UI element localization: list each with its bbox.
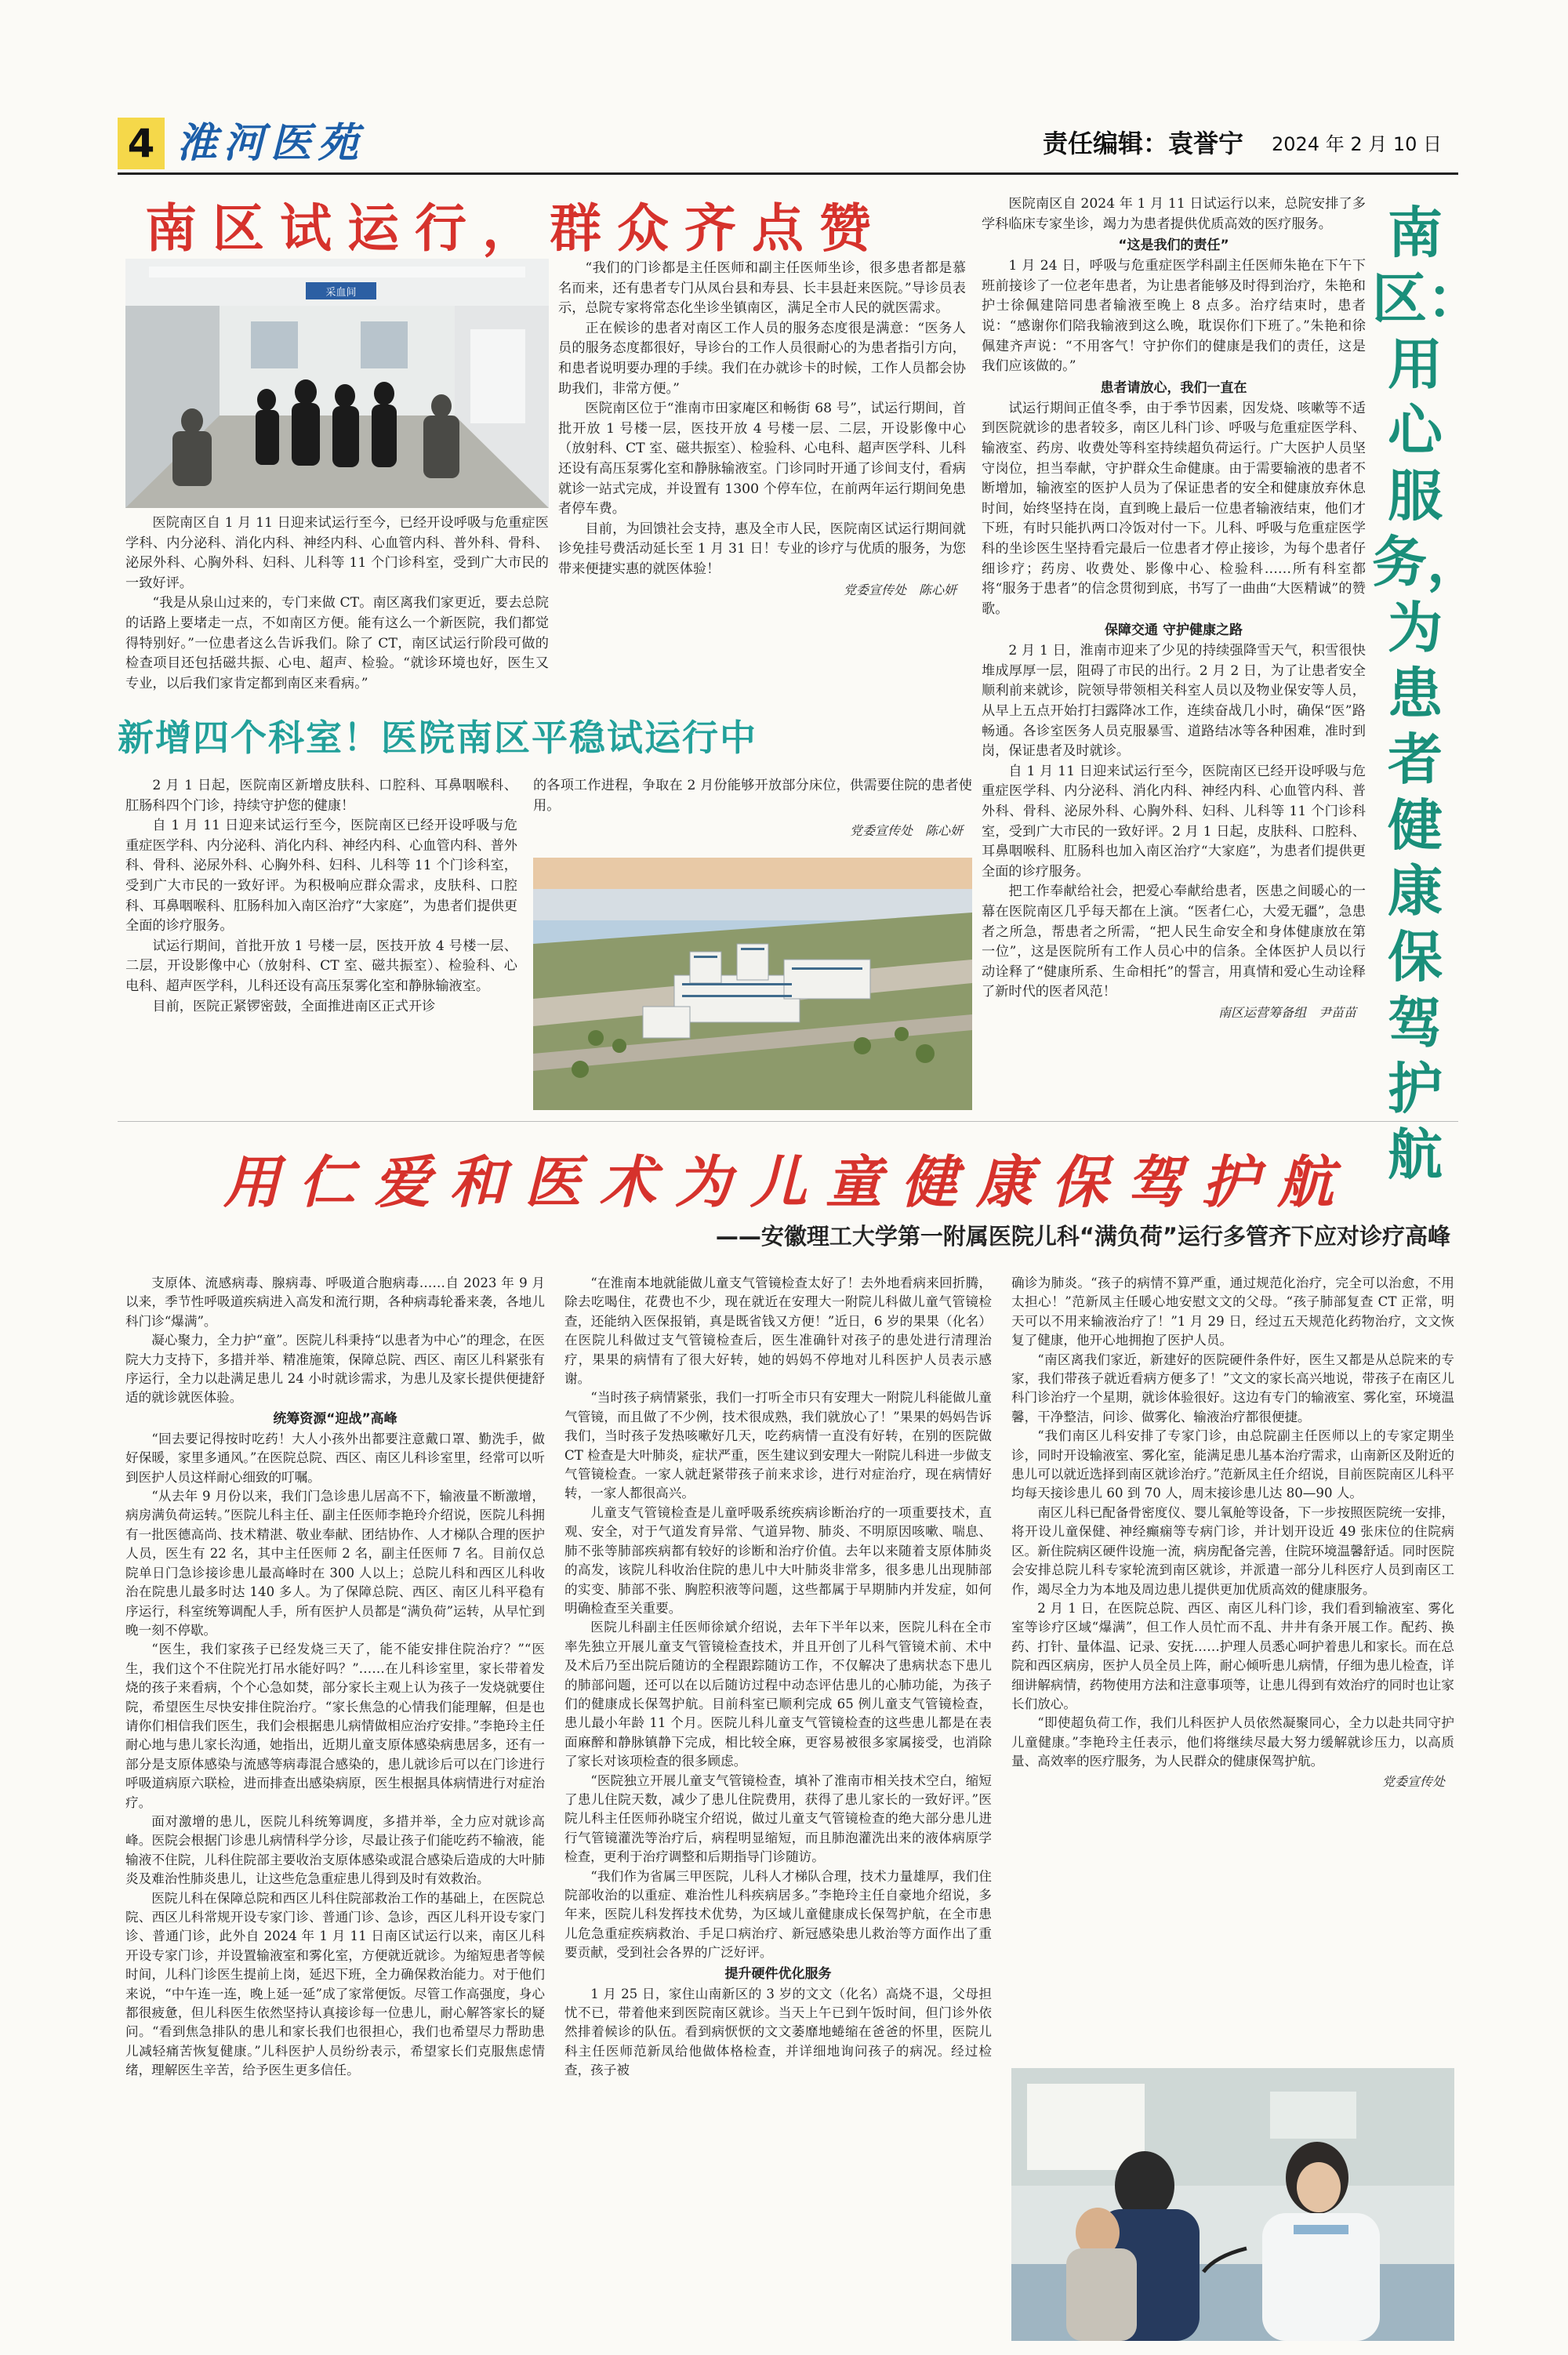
- article4-column-1: [125, 1274, 545, 2081]
- article2-column-2: [533, 776, 972, 841]
- article3-subhead: 保障交通 守护健康之路: [1105, 622, 1243, 639]
- article2-title: 新增四个科室！医院南区平稳试运行中: [118, 717, 757, 759]
- article3-vertical-title: 南区：用心服务，为患者健康保驾护航: [1372, 201, 1482, 1187]
- article2-signature: 党委宣传处 陈心妍: [849, 823, 963, 839]
- article2-paragraph: 2 月 1 日起，医院南区新增皮肤科、口腔科、耳鼻咽喉科、肛肠科四个门诊，持续守护您的健康！: [125, 778, 517, 814]
- article4-paragraph: “我们作为省属三甲医院，儿科人才梯队合理，技术力量雄厚，我们住院部收治的以重症、难治性儿科疾病居多。”李艳玲主任自豪地介绍说，多年来，医院儿科发挥技术优势，为区域儿童健康成长保驾护航，在全市患儿危急重症疾病救治、手足口病治疗、新冠感染患儿救治等方面作出了重要贡献，受到社会各界的广泛好评。: [564, 1868, 992, 1961]
- article1-paragraph: 目前，为回馈社会支持，惠及全市人民，医院南区试运行期间就诊免挂号费活动延长至 1 月 31 日！专业的诊疗与优质的服务，为您带来便捷实惠的就医体验！: [558, 521, 966, 577]
- article4-paragraph: 支原体、流感病毒、腺病毒、呼吸道合胞病毒……自 2023 年 9 月以来，季节性呼吸道疾病进入高发和流行期，各种病毒轮番来袭，各地儿科门诊“爆满”。: [125, 1275, 545, 1329]
- article4-column-3: [1011, 1274, 1454, 1792]
- article4-paragraph: “南区离我们家近，新建好的医院硬件条件好，医生又都是从总院来的专家，我们带孩子就近看病方便多了！”文文的家长高兴地说，带孩子在南区儿科门诊治疗一个星期，就诊体验很好。这边有专门的输液室、雾化室，环境温馨，干净整洁，问诊、做雾化、输液治疗都很便捷。: [1011, 1352, 1454, 1424]
- article4-paragraph: 凝心聚力，全力护“童”。医院儿科秉持“以患者为中心”的理念，在医院大力支持下，多措并举、精准施策，保障总院、西区、南区儿科紧张有序运行，全力以赴满足患儿 24 小时就诊需求，为患儿及家长提供便捷舒适的就诊就医体验。: [125, 1333, 545, 1406]
- masthead-title: 淮河医苑: [176, 119, 365, 167]
- hospital-aerial-photo: [533, 858, 972, 1110]
- article4-paragraph: “从去年 9 月份以来，我们门急诊患儿居高不下，输液量不断激增，病房满负荷运转。”医院儿科主任、副主任医师李艳玲介绍说，医院儿科拥有一批医德高尚、技术精湛、敬业奉献、团结协作、人才梯队合理的医护人员，医生有 22 名，其中主任医师 2 名，副主任医师 7 名。目前仅总院单日门急诊接诊患儿最高峰时在 300 人以上；总院儿科和西区儿科收治在院患儿最多时达 140 多人。为了保障总院、西区、南区儿科平稳有序运行，科室统筹调配人手，所有医护人员都是“满负荷”运转，从早忙到晚一刻不停歇。: [125, 1489, 545, 1638]
- article4-subhead: 提升硬件优化服务: [724, 1965, 832, 1982]
- article4-paragraph: 2 月 1 日，在医院总院、西区、南区儿科门诊，我们看到输液室、雾化室等诊疗区域“爆满”，但工作人员忙而不乱、井井有条开展工作。配药、换药、打针、量体温、记录、安抚……护理人员悉心呵护着患儿和家长。而在总院和西区病房，医护人员全员上阵，耐心倾听患儿病情，仔细为患儿检查，详细讲解病情，药物使用方法和注意事项等，让患儿得到有效治疗的同时也让家长们放心。: [1011, 1600, 1454, 1711]
- editor-credit: 责任编辑：袁誉宁: [1043, 129, 1244, 158]
- article3-paragraph: 试运行期间正值冬季，由于季节因素，因发烧、咳嗽等不适到医院就诊的患者较多，南区儿科门诊、呼吸与危重症医学科、输液室、药房、收费处等科室持续超负荷运行。广大医护人员坚守岗位，担当奉献，守护群众生命健康。由于需要输液的患者不断增加，输液室的医护人员为了保证患者的安全和健康放弃休息时间，始终坚持在岗，直到晚上最后一位患者输液结束，他们才下班，有时只能扒两口冷饭对付一下。儿科、呼吸与危重症医学科的坐诊医生坚持看完最后一位患者才停止接诊，为每个患者仔细诊疗；药房、收费处、影像中心、检验科……所有科室都将“服务于患者”的信念贯彻到底，书写了一曲曲“大医精诚”的赞歌。: [982, 400, 1366, 617]
- article1-paragraph: 医院南区自 1 月 11 日迎来试运行至今，已经开设呼吸与危重症医学科、内分泌科、消化内科、神经内科、心血管内科、普外科、骨科、泌尿外科、心胸外科、妇科、儿科等 11 个门诊科室，受到广大市民的一致好评。: [125, 515, 549, 591]
- article4-paragraph: “医院独立开展儿童支气管镜检查，填补了淮南市相关技术空白，缩短了患儿住院天数，减少了患儿住院费用，获得了患儿家长的一致好评。”医院儿科主任医师孙晓宝介绍说，做过儿童支气管镜检查的绝大部分患儿进行气管镜灌洗等治疗后，病程明显缩短，而且肺泡灌洗出来的液体病原学检查，更利于治疗调整和后期指导门诊随访。: [564, 1773, 992, 1865]
- article4-subhead: 统筹资源“迎战”高峰: [273, 1410, 397, 1427]
- article2-paragraph: 试运行期间，首批开放 1 号楼一层，医技开放 4 号楼一层、二层，开设影像中心（放射科、CT 室、磁共振室）、检验科、心电科、超声医学科，儿科还设有高压泵雾化室和静脉输液室。: [125, 938, 517, 994]
- article3-column: [982, 194, 1366, 1023]
- article4-paragraph: “当时孩子病情紧张，我们一打听全市只有安理大一附院儿科能做儿童气管镜，而且做了不少例，技术很成熟，我们就放心了！”果果的妈妈告诉我们，当时孩子发热咳嗽好几天，吃药病情一直没有好转，在别的医院做 CT 检查是大叶肺炎，症状严重，医生建议到安理大一附院儿科进一步做支气管镜检查。一家人就赶紧带孩子前来求诊，进行对症治疗，现在病情好转，一家人都很高兴。: [564, 1390, 992, 1501]
- article4-paragraph: 儿童支气管镜检查是儿童呼吸系统疾病诊断治疗的一项重要技术，直观、安全，对于气道发育异常、气道异物、肺炎、不明原因咳嗽、喘息、肺不张等肺部疾病都有较好的诊断和治疗价值。去年以来随着支原体肺炎的高发，该院儿科收治住院的患儿中大叶肺炎非常多，很多患儿出现肺部的实变、肺部不张、胸腔积液等问题，这些都属于早期肺内并发症，如何明确检查至关重要。: [564, 1504, 992, 1616]
- article4-paragraph: “我们南区儿科安排了专家门诊，由总院副主任医师以上的专家定期坐诊，同时开设输液室、雾化室，能满足患儿基本治疗需求，山南新区及附近的患儿可以就近选择到南区就诊治疗。”范新凤主任介绍说，目前医院南区儿科平均每天接诊患儿 60 到 70 人，周末接诊患儿达 80—90 人。: [1011, 1428, 1454, 1501]
- article3-paragraph: 2 月 1 日，淮南市迎来了少见的持续强降雪天气，积雪很快堆成厚厚一层，阻碍了市民的出行。2 月 2 日，为了让患者安全顺利前来就诊，院领导带领相关科室人员以及物业保安等人员，从早上五点开始打扫露降冰工作，连续奋战几小时，确保“医”路畅通。各诊室医务人员克服暴雪、道路结冰等各种困难，准时到岗，保证患者及时就诊。: [982, 643, 1366, 760]
- article4-column-2: [564, 1274, 992, 2081]
- article2-paragraph: 自 1 月 11 日迎来试运行至今，医院南区已经开设呼吸与危重症医学科、内分泌科、消化内科、神经内科、心血管内科、普外科、骨科、泌尿外科、心胸外科、妇科、儿科等 11 个门诊科室，受到广大市民的一致好评。为积极响应群众需求，皮肤科、口腔科、耳鼻咽喉科、肛肠科加入南区治疗“大家庭”，为患者们提供更全面的诊疗服务。: [125, 818, 517, 934]
- article3-paragraph: 把工作奉献给社会，把爱心奉献给患者，医患之间暖心的一幕在医院南区几乎每天都在上演。“医者仁心，大爱无疆”，急患者之所急，帮患者之所需，“把人民生命安全和身体健康放在第一位”，这是医院所有工作人员心中的信条。全体医护人员以行动诠释了“健康所系、生命相托”的誓言，用真情和爱心生动诠释了新时代的医者风范！: [982, 884, 1366, 1000]
- article3-paragraph: 1 月 24 日，呼吸与危重症医学科副主任医师朱艳在下午下班前接诊了一位老年患者，为让患者能够及时得到治疗，朱艳和护士徐佩建陪同患者输液至晚上 8 点多。治疗结束时，患者说：“感谢你们陪我输液到这么晚，耽误你们下班了。”朱艳和徐佩建齐声说：“不用客气！守护你们的健康是我们的责任，这是我们应该做的。”: [982, 258, 1366, 375]
- article4-paragraph: 医院儿科在保障总院和西区儿科住院部救治工作的基础上，在医院总院、西区儿科常规开设专家门诊、普通门诊、急诊，西区儿科开设专家门诊、普通门诊，此外自 2024 年 1 月 11 日南区试运行以来，南区儿科开设专家门诊，并设置输液室和雾化室，方便就近就诊。为缩短患者等候时间，儿科门诊医生提前上岗，延迟下班，全力确保救治能力。对于他们来说，“中午连一连，晚上延一延”成了家常便饭。尽管工作高强度，身心都很疲惫，但儿科医生依然坚持认真接诊每一位患儿，耐心解答家长的疑问。“看到焦急排队的患儿和家长我们也很担心，我们也希望尽力帮助患儿减轻痛苦恢复健康。”儿科医护人员纷纷表示，希望家长们克服焦虑情绪，理解医生辛苦，给予医生更多信任。: [125, 1890, 545, 2078]
- article4-paragraph: “在淮南本地就能做儿童支气管镜检查太好了！去外地看病来回折腾，除去吃喝住，花费也不少，现在就近在安理大一附院儿科做儿童气管镜检查，还能纳入医保报销，真是既省钱又方便！”近日，6 岁的果果（化名）在医院儿科做过支气管镜检查后，医生准确针对孩子的患处进行清理治疗，果果的病情有了很大好转，她的妈妈不停地对儿科医护人员表示感谢。: [564, 1275, 992, 1387]
- article3-signature: 南区运营筹备组 尹苗苗: [1218, 1004, 1356, 1020]
- article3-paragraph: 自 1 月 11 日迎来试运行至今，医院南区已经开设呼吸与危重症医学科、内分泌科、消化内科、神经内科、心血管内科、普外科、骨科、泌尿外科、心胸外科、妇科、儿科等 11 个门诊科室，受到广大市民的一致好评。2 月 1 日起，皮肤科、口腔科、耳鼻咽喉科、肛肠科也加入南区治疗“大家庭”，为患者们提供更全面的诊疗服务。: [982, 763, 1366, 880]
- article1-paragraph: “我是从泉山过来的，专门来做 CT。南区离我们家更近，要去总院的话路上要堵走一点，不如南区方便。能有这么一个新医院，我们都觉得特别好。”一位患者这么告诉我们。除了 CT，南区试运行阶段可做的检查项目还包括磁共振、心电、超声、检验。“就诊环境也好，医生又专业，以后我们家肯定都到南区来看病。”: [125, 595, 549, 691]
- article1-column-1: [125, 513, 549, 694]
- article1-title: 南区试运行，群众齐点赞: [145, 198, 887, 259]
- article3-subhead: 患者请放心，我们一直在: [1100, 379, 1247, 396]
- article4-subtitle: ——安徽理工大学第一附属医院儿科“满负荷”运行多管齐下应对诊疗高峰: [715, 1223, 1450, 1250]
- article4-paragraph: 1 月 25 日，家住山南新区的 3 岁的文文（化名）高烧不退，父母担忧不已，带着他来到医院南区就诊。当天上午已到午饭时间，但门诊外依然排着候诊的队伍。看到病恹恹的文文萎靡地蜷缩在爸爸的怀里，医院儿科主任医师范新凤给他做体格检查，并详细地询问孩子的病况。经过检查，孩子被: [564, 1986, 992, 2078]
- article1-paragraph: “我们的门诊都是主任医师和副主任医师坐诊，很多患者都是慕名而来，还有患者专门从凤台县和寿县、长丰县赶来医院。”导诊员表示，总院专家将常态化坐诊坐镇南区，满足全市人民的就医需求。: [558, 260, 966, 317]
- article4-paragraph: 面对激增的患儿，医院儿科统筹调度，多措并举，全力应对就诊高峰。医院会根据门诊患儿病情科学分诊，尽最让孩子们能吃药不输液，能输液不住院，儿科住院部主要收治支原体感染或混合感染后造成的大叶肺炎及难治性肺炎患儿，让这些危急重症患儿得到及时有效救治。: [125, 1813, 545, 1887]
- article4-paragraph: 确诊为肺炎。“孩子的病情不算严重，通过规范化治疗，完全可以治愈，不用太担心！”范新凤主任暖心地安慰文文的父母。“孩子肺部复查 CT 正常，明天可以不用来输液治疗了！”1 月 29 日，经过五天规范化药物治疗，文文恢复了健康，他开心地拥抱了医护人员。: [1011, 1275, 1454, 1348]
- section-divider: [118, 1121, 1458, 1122]
- article1-paragraph: 正在候诊的患者对南区工作人员的服务态度很是满意：“医务人员的服务态度都很好，导诊台的工作人员很耐心的为患者指引方向，和患者说明要办理的手续。我们在办就诊卡的时候，工作人员都会协助我们，非常方便。”: [558, 320, 966, 397]
- article1-paragraph: 医院南区位于“淮南市田家庵区和畅街 68 号”，试运行期间，首批开放 1 号楼一层，医技开放 4 号楼一层、二层，开设影像中心（放射科、CT 室、磁共振室）、检验科、心电科、超声医学科、儿科还设有高压泵雾化室和静脉输液室。门诊同时开通了诊间支付，看病就诊一站式完成，并设置有 1300 个停车位，在前两年运行期间免患者停车费。: [558, 401, 966, 517]
- article1-signature: 党委宣传处 陈心妍: [843, 582, 956, 597]
- svg-text:采血间: 采血间: [325, 287, 357, 299]
- article4-paragraph: 医院儿科副主任医师徐斌介绍说，去年下半年以来，医院儿科在全市率先独立开展儿童支气管镜检查技术，并且开创了儿科气管镜术前、术中及术后乃至出院后随访的全程跟踪随访工作，不仅解决了患病状态下患儿的肺部问题，还可以在以后随访过程中动态评估患儿的心肺功能，为孩子们的健康成长保驾护航。目前科室已顺利完成 65 例儿童支气管镜检查，患儿最小年龄 11 个月。医院儿科儿童支气管镜检查的这些患儿都是在表面麻醉和静脉镇静下完成，相比较全麻，更容易被很多家属接受，也消除了家长对该项检查的很多顾虑。: [564, 1620, 992, 1769]
- article4-paragraph: “即使超负荷工作，我们儿科医护人员依然凝聚同心，全力以赴共同守护儿童健康。”李艳玲主任表示，他们将继续尽最大努力缓解就诊压力，以高质量、高效率的医疗服务，为人民群众的健康保驾护航。: [1011, 1715, 1454, 1769]
- article4-paragraph: 南区儿科已配备骨密度仪、婴儿氧舱等设备，下一步按照医院统一安排，将开设儿童保健、神经癫痫等专病门诊，并计划开设近 49 张床位的住院病区。新住院病区硬件设施一流，病房配备完善，住院环境温馨舒适。同时医院会安排总院儿科专家轮流到南区就诊，并派遣一部分儿科医疗人员到南区工作，竭尽全力为本地及周边患儿提供更加优质高效的健康服务。: [1011, 1504, 1454, 1597]
- pediatric-exam-photo: [1011, 2068, 1454, 2341]
- article4-paragraph: “回去要记得按时吃药！大人小孩外出都要注意戴口罩、勤洗手，做好保暖，家里多通风。”在医院总院、西区、南区儿科诊室里，经常可以听到医护人员这样耐心细致的叮嘱。: [125, 1431, 545, 1485]
- page-number: 4: [118, 118, 165, 169]
- article2-paragraph: 的各项工作进程，争取在 2 月份能够开放部分床位，供需要住院的患者使用。: [533, 778, 972, 814]
- article1-column-2: [558, 259, 966, 601]
- article4-title: 用仁爱和医术为儿童健康保驾护航: [223, 1148, 1352, 1215]
- article4-signature: 党委宣传处: [1381, 1773, 1445, 1789]
- article2-column-1: [125, 776, 517, 1017]
- article2-paragraph: 目前，医院正紧锣密鼓，全面推进南区正式开诊: [152, 998, 436, 1014]
- article3-subhead: “这是我们的责任”: [1118, 238, 1229, 254]
- clinic-hallway-photo: [125, 259, 549, 508]
- article3-intro: 医院南区自 2024 年 1 月 11 日试运行以来，总院安排了多学科临床专家坐诊，竭力为患者提供优质高效的医疗服务。: [982, 196, 1366, 232]
- issue-date: 2024 年 2 月 10 日: [1272, 133, 1443, 155]
- header-rule: [118, 172, 1458, 175]
- article4-paragraph: “医生，我们家孩子已经发烧三天了，能不能安排住院治疗？”“医生，我们这个不住院光打吊水能好吗？”……在儿科诊室里，家长带着发烧的孩子来看病，个个心急如焚，部分家长主观上认为孩子一发烧就要住院，希望医生尽快安排住院治疗。“家长焦急的心情我们能理解，但是也请你们相信我们医生，我们会根据患儿病情做相应治疗安排。”李艳玲主任耐心地与患儿家长沟通，她指出，近期儿童支原体感染病患居多，还有一部分是支原体感染与流感等病毒混合感染的，患儿就诊后可以在门诊进行呼吸道病原六联检，进而排查出感染病原，医生根据具体病情进行对症治疗。: [125, 1642, 545, 1810]
